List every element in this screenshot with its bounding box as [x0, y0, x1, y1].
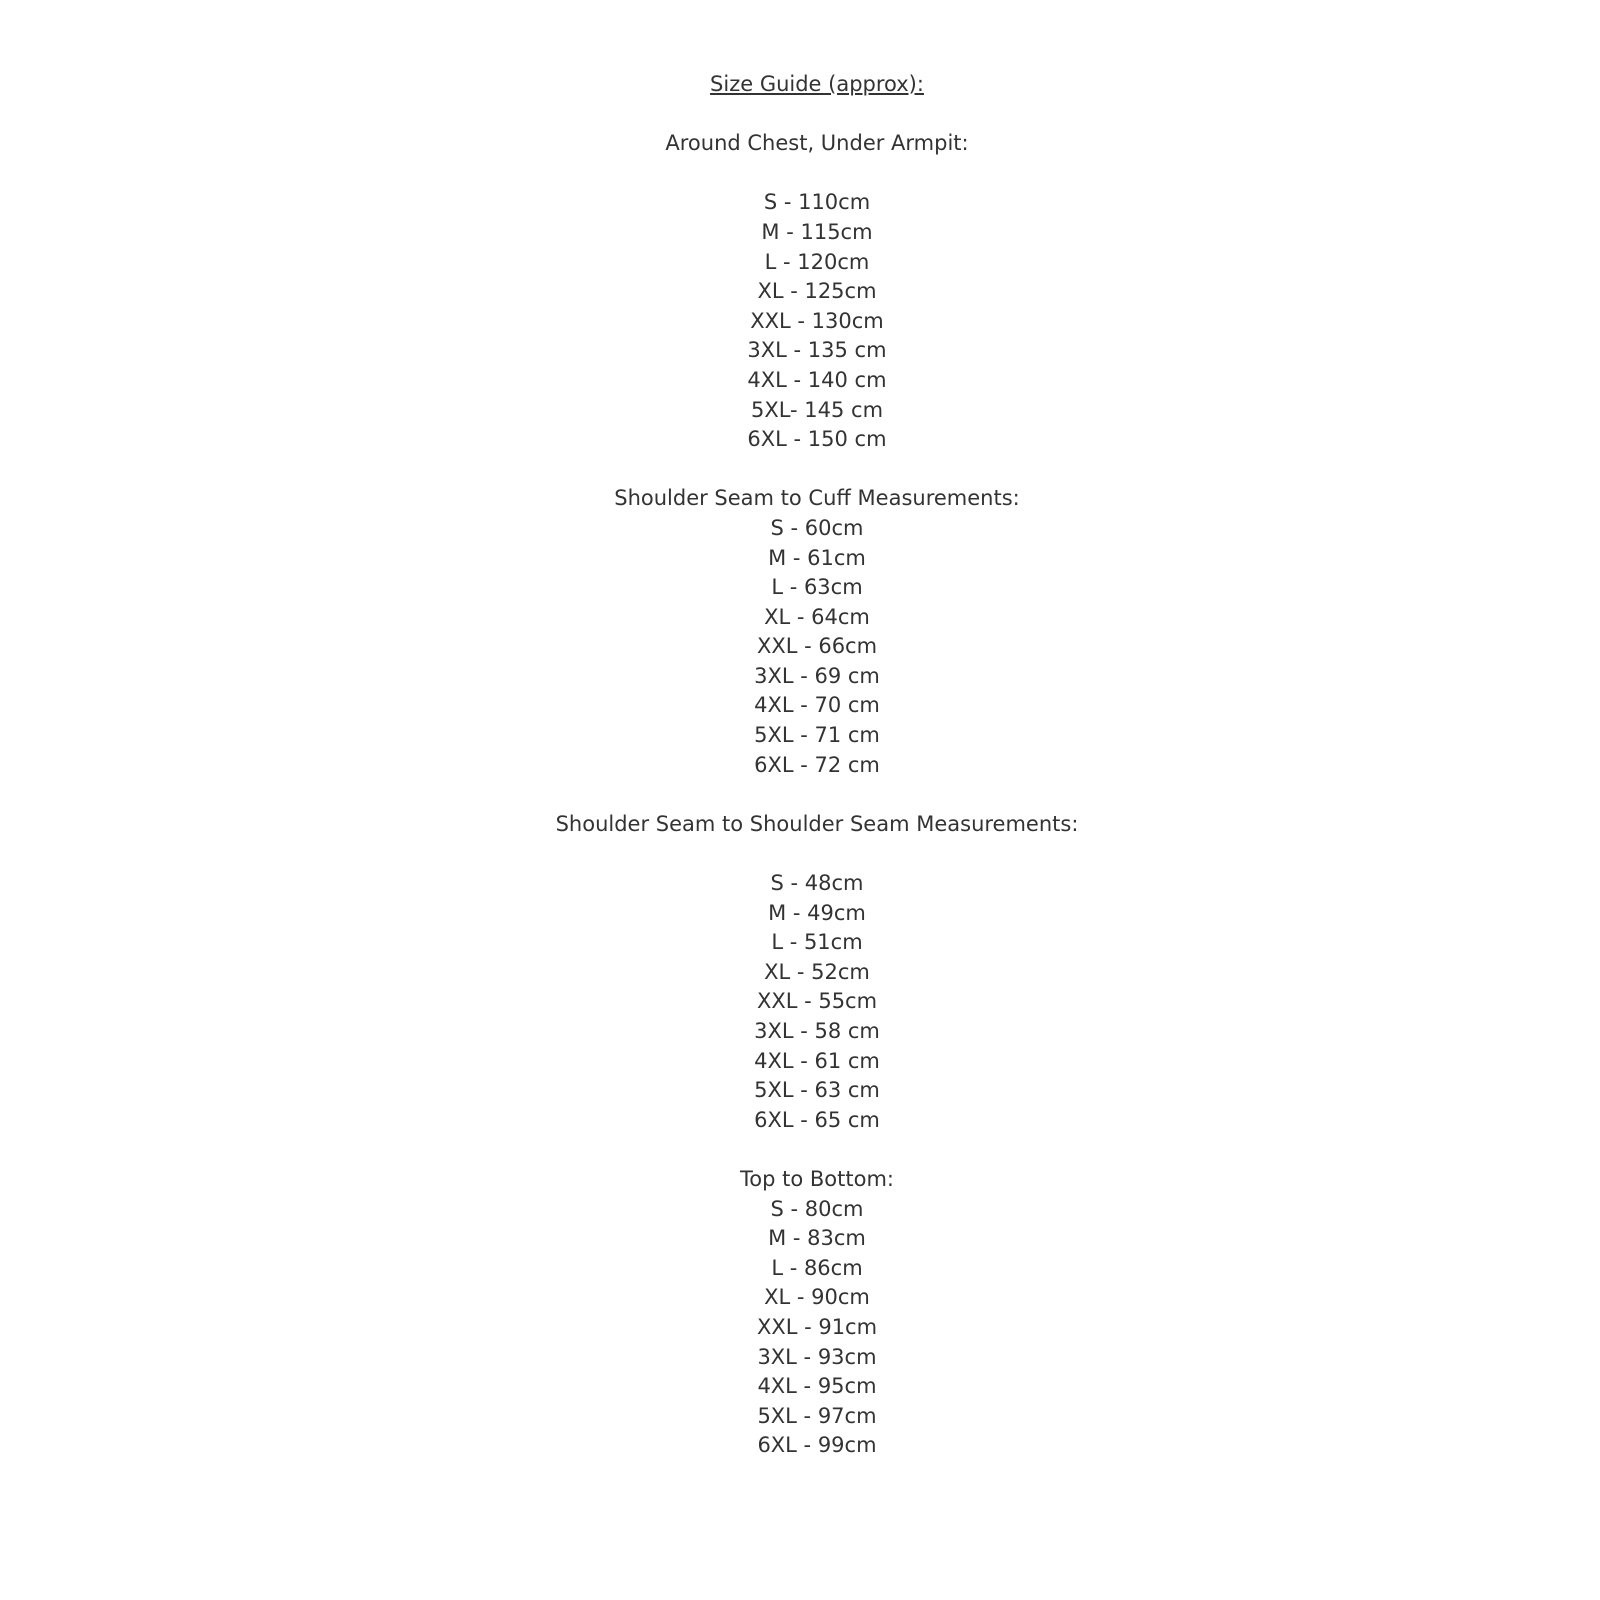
size-row: XXL - 91cm	[756, 1314, 878, 1339]
section-heading-shoulder-to-cuff: Shoulder Seam to Cuff Measurements:	[614, 486, 1020, 511]
size-guide-document	[17, 0, 1600, 1461]
size-row: 4XL - 61 cm	[754, 1048, 880, 1073]
size-guide-title: Size Guide (approx):	[710, 72, 924, 96]
size-row: 3XL - 135 cm	[747, 338, 887, 363]
size-row: S - 48cm	[770, 871, 864, 896]
size-row: XL - 125cm	[757, 279, 877, 304]
size-row: S - 60cm	[770, 515, 864, 540]
size-row: XL - 64cm	[764, 604, 870, 629]
section-heading-around-chest: Around Chest, Under Armpit:	[665, 131, 969, 156]
size-row: 6XL - 99cm	[757, 1433, 877, 1458]
size-row: XXL - 55cm	[756, 989, 878, 1014]
size-row: L - 86cm	[771, 1255, 863, 1280]
size-row: 4XL - 70 cm	[754, 693, 880, 718]
size-row: 6XL - 72 cm	[754, 752, 880, 777]
size-row: 5XL - 97cm	[757, 1403, 877, 1428]
size-row: 3XL - 69 cm	[754, 663, 880, 688]
size-row: XXL - 130cm	[750, 308, 884, 333]
blank-line	[17, 780, 1600, 810]
size-row: 5XL - 63 cm	[754, 1078, 880, 1103]
size-row: L - 63cm	[771, 575, 863, 600]
size-row: S - 80cm	[770, 1196, 864, 1221]
size-row: M - 49cm	[768, 900, 866, 925]
size-row: XL - 52cm	[764, 959, 870, 984]
size-row: S - 110cm	[763, 190, 871, 215]
size-row: M - 83cm	[768, 1226, 866, 1251]
blank-line	[17, 1135, 1600, 1165]
size-row: L - 120cm	[764, 249, 870, 274]
blank-line	[17, 100, 1600, 130]
blank-line	[17, 839, 1600, 869]
size-row: 5XL- 145 cm	[750, 397, 884, 422]
size-row: 3XL - 93cm	[757, 1344, 877, 1369]
section-heading-shoulder-to-shoulder: Shoulder Seam to Shoulder Seam Measurements:	[555, 811, 1079, 836]
size-row: 4XL - 140 cm	[747, 367, 887, 392]
size-row: 3XL - 58 cm	[754, 1019, 880, 1043]
size-row: M - 115cm	[761, 219, 873, 244]
size-row: L - 51cm	[771, 930, 863, 955]
size-row: 4XL - 95cm	[757, 1374, 877, 1399]
size-row: 6XL - 150 cm	[747, 427, 887, 452]
blank-line	[17, 455, 1600, 485]
size-row: M - 61cm	[768, 545, 866, 570]
size-row: XXL - 66cm	[756, 634, 878, 659]
section-heading-top-to-bottom: Top to Bottom:	[740, 1166, 894, 1191]
size-row: XL - 90cm	[764, 1285, 870, 1310]
size-row: 5XL - 71 cm	[754, 723, 880, 748]
blank-line	[17, 159, 1600, 189]
size-row: 6XL - 65 cm	[754, 1107, 880, 1132]
